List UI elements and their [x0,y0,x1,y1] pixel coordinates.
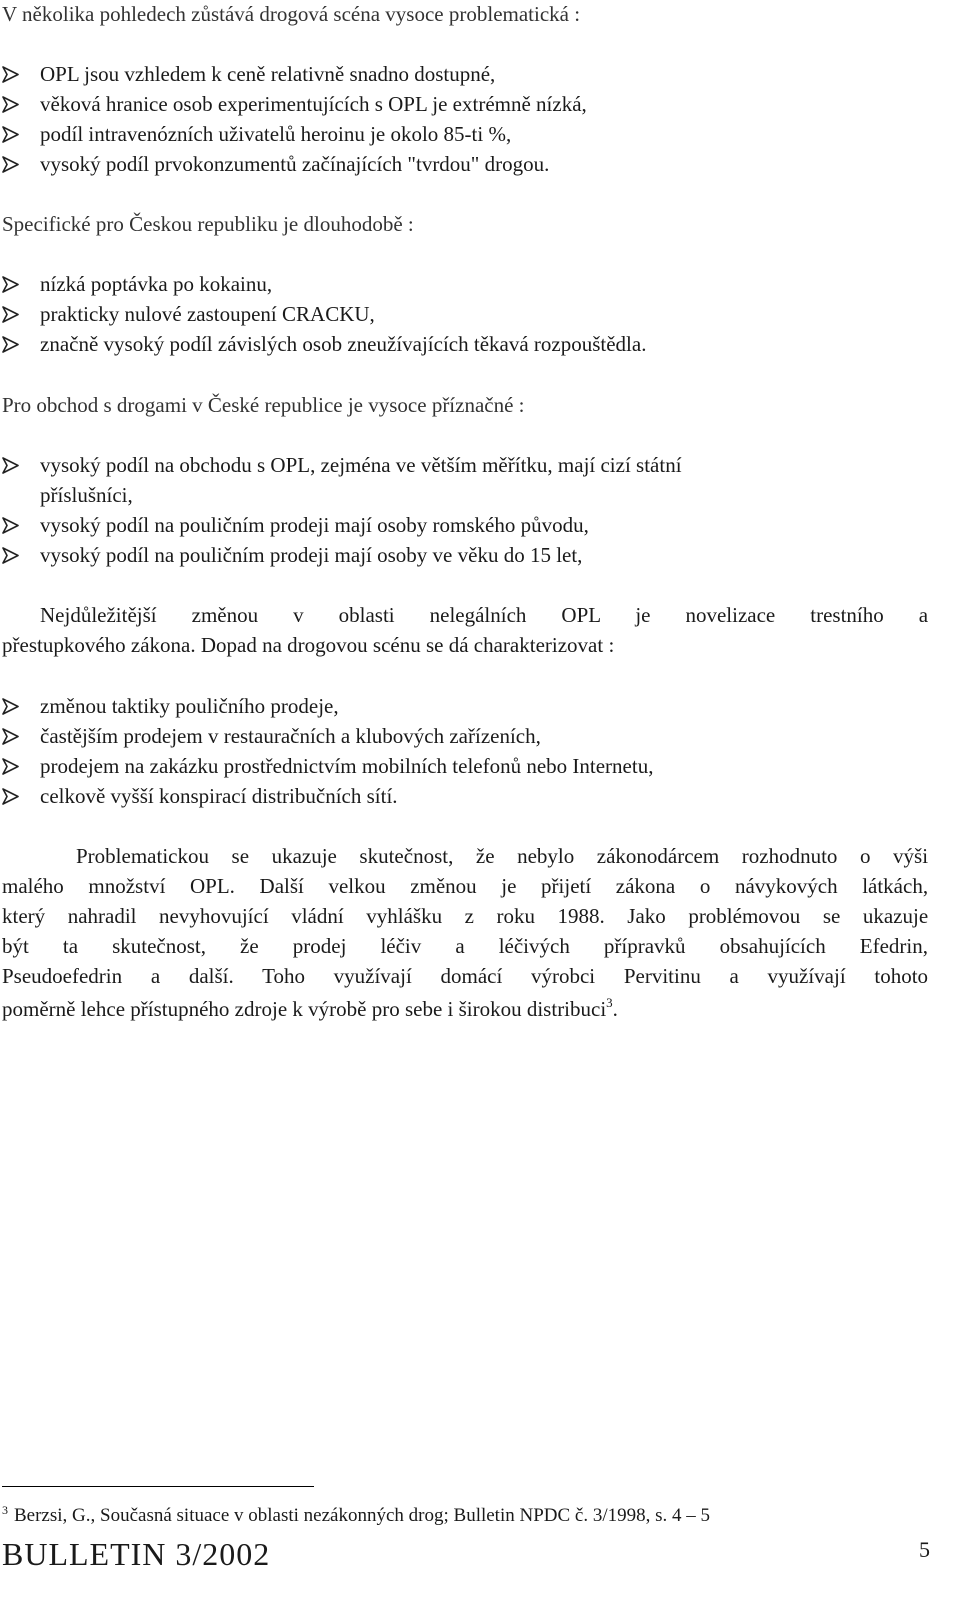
list-item-text: OPL jsou vzhledem k ceně relativně snadno dostupné, [40,62,496,86]
list-item-text: prakticky nulové zastoupení CRACKU, [40,302,375,326]
paragraph-4-line-1: Nejdůležitější změnou v oblasti nelegálních OPL je novelizace trestního a [40,603,929,627]
list-item-text: vysoký podíl prvokonzumentů začínajících "tvrdou" drogou. [40,152,550,176]
paragraph-2-intro: Specifické pro Českou republiku je dlouhodobě : [2,212,414,236]
paragraph-5-line-1: Problematickou se ukazuje skutečnost, že nebylo zákonodárcem rozhodnuto o výši [76,844,929,868]
arrowhead-bullet-icon [2,156,19,173]
list-item-text: vysoký podíl na pouličním prodeji mají osoby romského původu, [40,513,589,537]
footnote-separator [2,1486,314,1487]
arrowhead-bullet-icon [2,126,19,143]
list-item-text: vysoký podíl na obchodu s OPL, zejména ve větším měřítku, mají cizí státní [40,453,682,477]
list-item-text: značně vysoký podíl závislých osob zneužívajících těkavá rozpouštědla. [40,332,647,356]
list-item-text: věková hranice osob experimentujících s OPL je extrémně nízká, [40,92,587,116]
paragraph-5-line-5: Pseudoefedrin a další. Toho využívají domácí výrobci Pervitinu a využívají tohoto [2,964,929,988]
paragraph-5-line-2: malého množství OPL. Další velkou změnou je přijetí zákona o návykových látkách, [2,874,929,898]
paragraph-4-line-2: přestupkového zákona. Dopad na drogovou scénu se dá charakterizovat : [2,633,615,657]
paragraph-5-line-4: být ta skutečnost, že prodej léčiv a léčivých přípravků obsahujících Efedrin, [2,934,928,958]
arrowhead-bullet-icon [2,96,19,113]
arrowhead-bullet-icon [2,457,19,474]
footer-bulletin-title: BULLETIN 3/2002 [2,1536,271,1572]
list-item-text: nízká poptávka po kokainu, [40,272,273,296]
paragraph-5-line-3: který nahradil nevyhovující vládní vyhlášku z roku 1988. Jako problémovou se ukazuje [2,904,929,928]
list-item-text-continuation: příslušníci, [40,483,133,507]
list-item-text: vysoký podíl na pouličním prodeji mají osoby ve věku do 15 let, [40,543,583,567]
footnote-text: Berzsi, G., Současná situace v oblasti nezákonných drog; Bulletin NPDC č. 3/1998, s. 4 – 5 [14,1505,711,1526]
page-number: 5 [919,1537,930,1562]
list-item-text: podíl intravenózních uživatelů heroinu je okolo 85-ti %, [40,122,512,146]
footnote-number: 3 [2,1503,8,1517]
arrowhead-bullet-icon [2,276,19,293]
arrowhead-bullet-icon [2,788,19,805]
arrowhead-bullet-icon [2,547,19,564]
arrowhead-bullet-icon [2,698,19,715]
arrowhead-bullet-icon [2,336,19,353]
list-item-text: častějším prodejem v restauračních a klubových zařízeních, [40,724,541,748]
paragraph-5-line-6: poměrně lehce přístupného zdroje k výrobě pro sebe i širokou distribuci$^3$. [2,995,618,1021]
paragraph-1-intro: V několika pohledech zůstává drogová scéna vysoce problematická : [2,2,581,26]
list-item-text: změnou taktiky pouličního prodeje, [40,694,339,718]
list-item-text: prodejem na zakázku prostřednictvím mobilních telefonů nebo Internetu, [40,754,654,778]
arrowhead-bullet-icon [2,758,19,775]
arrowhead-bullet-icon [2,306,19,323]
list-item-text: celkově vyšší konspirací distribučních sítí. [40,784,398,808]
footnote [2,1503,710,1527]
paragraph-3-intro: Pro obchod s drogami v České republice je vysoce příznačné : [2,393,525,417]
footnote-reference: 3 [606,995,613,1010]
arrowhead-bullet-icon [2,66,19,83]
arrowhead-bullet-icon [2,517,19,534]
arrowhead-bullet-icon [2,728,19,745]
